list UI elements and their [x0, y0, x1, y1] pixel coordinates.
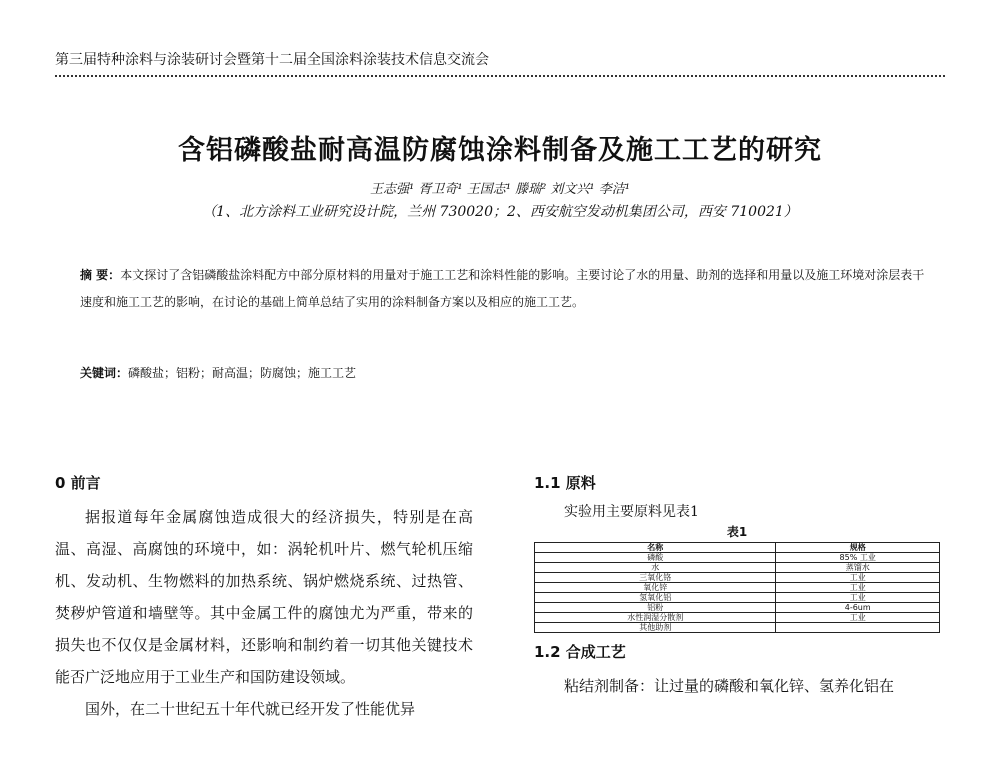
table-cell: 4-6um [776, 603, 940, 613]
keywords [80, 364, 925, 381]
materials-intro: 实验用主要原料见表1 [564, 504, 699, 520]
right-column [534, 472, 952, 702]
table-cell: 水 [535, 563, 776, 573]
section-heading-intro: 0 前言 [55, 474, 101, 492]
table-cell: 水性润湿分散剂 [535, 613, 776, 623]
table-cell: 工业 [776, 613, 940, 623]
table-row [535, 583, 940, 593]
materials-table [534, 542, 940, 633]
conference-header: 第三届特种涂料与涂装研讨会暨第十二届全国涂料涂装技术信息交流会 [55, 49, 945, 77]
abstract-text: 本文探讨了含铝磷酸盐涂料配方中部分原材料的用量对于施工工艺和涂料性能的影响。主要讨论了水的用量、助剂的选择和用量以及施工环境对涂层表干速度和施工工艺的影响，在讨论的基础上简单总结了实用的涂料制备方案以及相应的施工工艺。 [80, 268, 925, 309]
intro-paragraph-1: 据报道每年金属腐蚀造成很大的经济损失，特别是在高温、高湿、高腐蚀的环境中，如：涡轮机叶片、燃气轮机压缩机、发动机、生物燃料的加热系统、锅炉燃烧系统、过热管、焚秽炉管道和墙壁等。其中金属工件的腐蚀尤为严重，带来的损失也不仅仅是金属材料，还影响和制约着一切其他关键技术能否广泛地应用于工业生产和国防建设领域。 [55, 508, 473, 686]
abstract [80, 262, 925, 316]
table-cell: 氧化锌 [535, 583, 776, 593]
table-row [535, 553, 940, 563]
abstract-label: 摘 要： [80, 268, 121, 282]
table-cell: 蒸馏水 [776, 563, 940, 573]
table-cell: 磷酸 [535, 553, 776, 563]
table-cell: 工业 [776, 583, 940, 593]
keywords-label: 关键词： [80, 366, 129, 380]
section-heading-materials: 1.1 原料 [534, 474, 596, 492]
synthesis-paragraph-1: 粘结剂制备：让过量的磷酸和氧化锌、氢养化铝在 [564, 677, 895, 695]
intro-paragraph-2: 国外，在二十世纪五十年代就已经开发了性能优异 [85, 700, 416, 718]
table-row [535, 593, 940, 603]
table-cell: 其他助剂 [535, 623, 776, 633]
table-row [535, 613, 940, 623]
table-cell: 工业 [776, 593, 940, 603]
paper-title: 含铝磷酸盐耐高温防腐蚀涂料制备及施工工艺的研究 [178, 135, 822, 166]
table-row [535, 573, 940, 583]
table-row [535, 603, 940, 613]
table-cell: 铝粉 [535, 603, 776, 613]
table-header-cell: 规格 [776, 543, 940, 553]
affiliations: （1、北方涂料工业研究设计院，兰州 730020；2、西安航空发动机集团公司，西安 710021） [202, 204, 798, 220]
table-header-cell: 名称 [535, 543, 776, 553]
table-row [535, 563, 940, 573]
table-cell [776, 623, 940, 633]
keywords-text: 磷酸盐；铝粉；耐高温；防腐蚀；施工工艺 [128, 366, 357, 380]
table-row [535, 623, 940, 633]
table-caption: 表1 [726, 525, 748, 539]
left-column [55, 472, 473, 725]
table-cell: 85% 工业 [776, 553, 940, 563]
table-cell: 三氧化铬 [535, 573, 776, 583]
section-heading-synthesis: 1.2 合成工艺 [534, 643, 626, 661]
table-cell: 工业 [776, 573, 940, 583]
table-header-row [535, 543, 940, 553]
table-cell: 氢氧化铝 [535, 593, 776, 603]
author-list: 王志强¹ 胥卫奇¹ 王国志¹ 滕瑞² 刘文兴¹ 李洁¹ [370, 182, 630, 197]
